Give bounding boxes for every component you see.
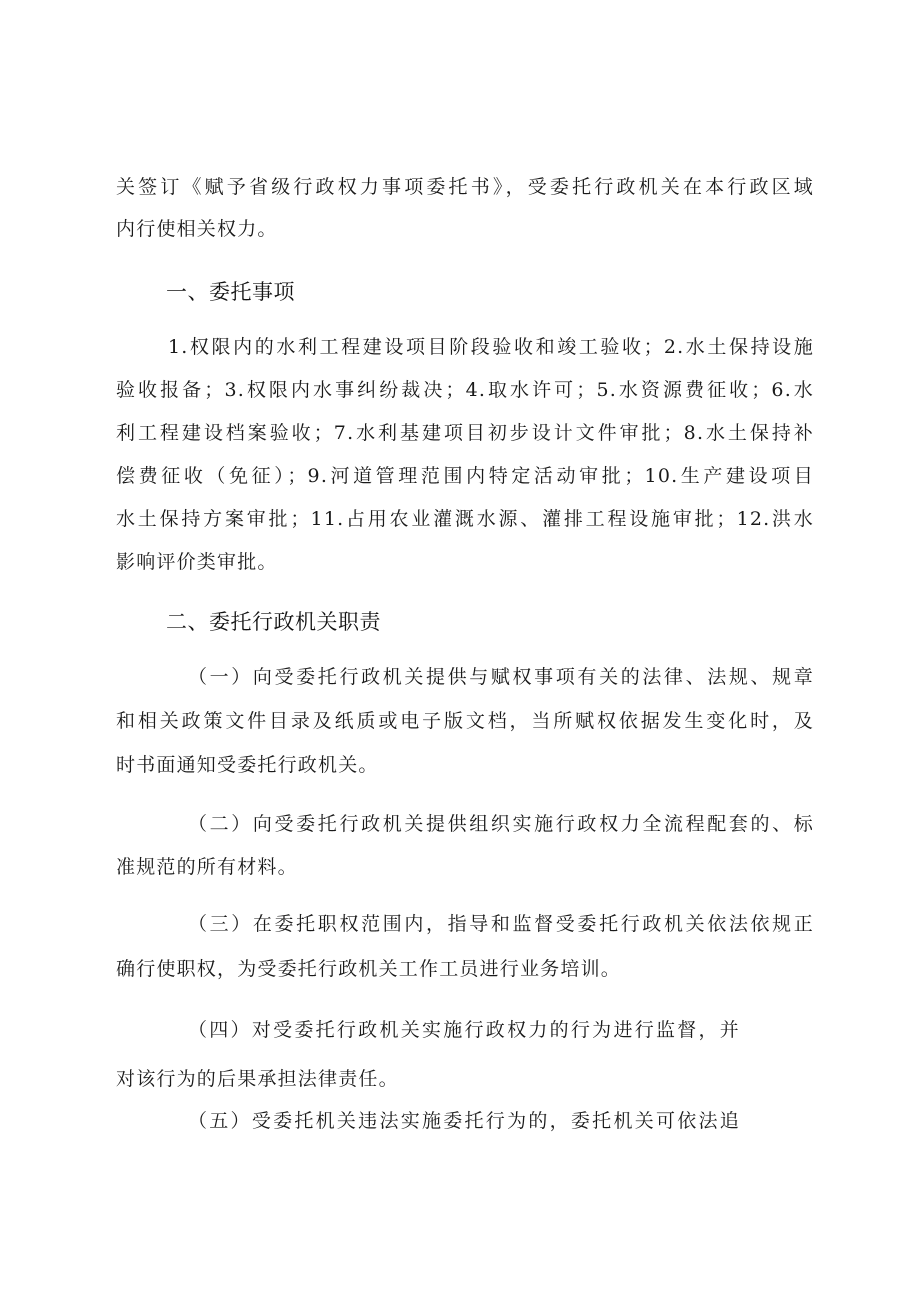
intro-line-1: 关签订《赋予省级行政权力事项委托书》，受委托行政机关在本行政区域: [116, 176, 814, 198]
duty-item-2-line-1: （二）向受委托行政机关提供组织实施行政权力全流程配套的、标: [188, 813, 814, 835]
section1-line-3: 利工程建设档案验收；7.水利基建项目初步设计文件审批；8.水土保持补: [116, 422, 814, 444]
section-heading-entrusting-agency-duties: 二、委托行政机关职责: [166, 610, 381, 634]
duty-item-4-line-2: 对该行为的后果承担法律责任。: [116, 1068, 399, 1090]
duty-item-3-line-1: （三）在委托职权范围内，指导和监督受委托行政机关依法依规正: [188, 913, 814, 935]
duty-item-5-line-1: （五）受委托机关违法实施委托行为的，委托机关可依法追: [188, 1110, 740, 1132]
section-heading-entrusted-matters: 一、委托事项: [166, 280, 295, 304]
duty-item-4-line-1: （四）对受委托行政机关实施行政权力的行为进行监督，并: [188, 1019, 740, 1041]
section1-line-4: 偿费征收（免征）；9.河道管理范围内特定活动审批；10.生产建设项目: [116, 465, 814, 487]
intro-line-2: 内行使相关权力。: [116, 218, 278, 240]
duty-item-3-line-2: 确行使职权，为受委托行政机关工作工员进行业务培训。: [116, 958, 622, 980]
duty-item-1-line-2: 和相关政策文件目录及纸质或电子版文档，当所赋权依据发生变化时，及: [116, 710, 814, 732]
section1-line-5: 水土保持方案审批；11.占用农业灌溉水源、灌排工程设施审批；12.洪水: [116, 508, 814, 530]
section1-line-1: 1.权限内的水利工程建设项目阶段验收和竣工验收；2.水土保持设施: [168, 336, 814, 358]
duty-item-2-line-2: 准规范的所有材料。: [116, 856, 298, 878]
section1-line-6: 影响评价类审批。: [116, 551, 278, 573]
duty-item-1-line-3: 时书面通知受委托行政机关。: [116, 754, 379, 776]
duty-item-1-line-1: （一）向受委托行政机关提供与赋权事项有关的法律、法规、规章: [188, 666, 814, 688]
section1-line-2: 验收报备；3.权限内水事纠纷裁决；4.取水许可；5.水资源费征收；6.水: [116, 379, 814, 401]
